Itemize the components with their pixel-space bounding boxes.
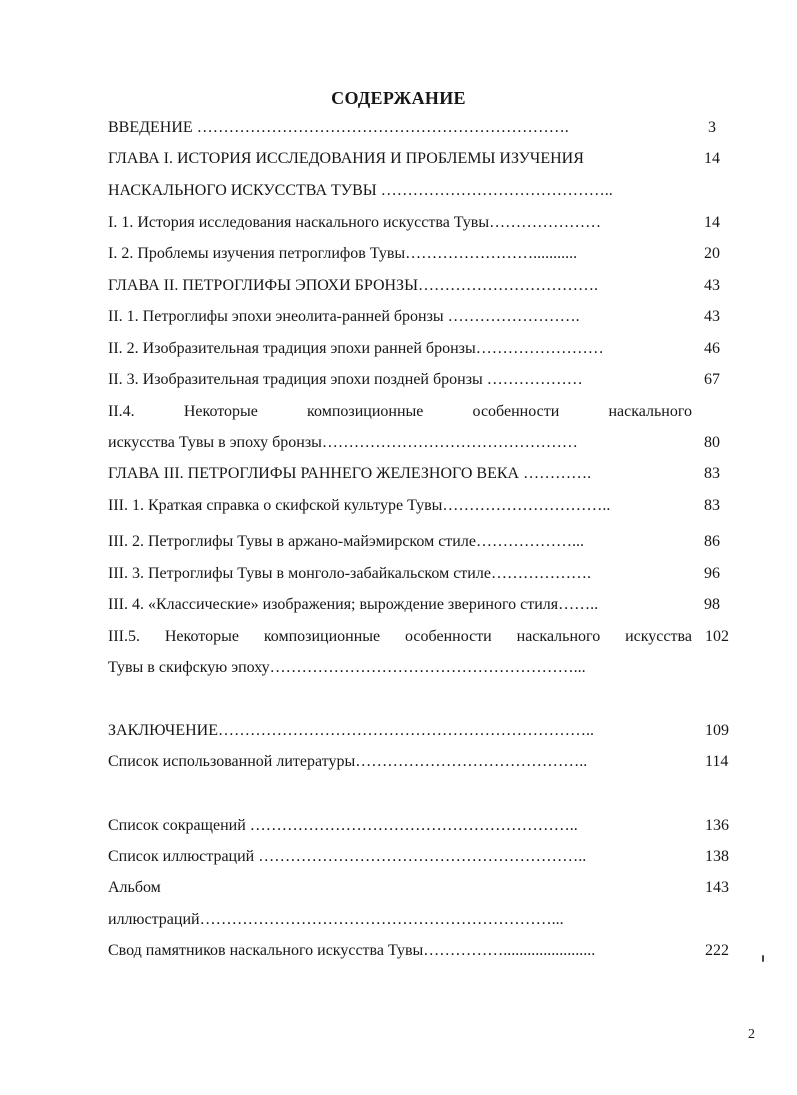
toc-entry-section-2-1: II. 1. Петроглифы эпохи энеолита-ранней бронзы ……………………. <box>108 308 580 325</box>
toc-entry-album: Альбом <box>108 879 161 896</box>
toc-entry-section-1-1: I. 1. История исследования наскального искусства Тувы………………… <box>108 214 602 231</box>
toc-word: Некоторые <box>164 628 239 645</box>
toc-page-number: 43 <box>704 308 720 325</box>
toc-page-number: 109 <box>705 722 729 739</box>
toc-page-number: 102 <box>705 628 729 645</box>
toc-word: наскального <box>608 403 692 420</box>
toc-word: II.4. <box>108 403 135 420</box>
toc-entry-album-cont: иллюстраций…………………………………………………………... <box>108 911 564 928</box>
toc-entry-section-1-2: I. 2. Проблемы изучения петроглифов Тувы……………………........... <box>108 245 578 262</box>
toc-word: композиционные <box>307 403 424 420</box>
toc-page-number: 86 <box>704 533 720 550</box>
toc-entry-chapter-2: ГЛАВА II. ПЕТРОГЛИФЫ ЭПОХИ БРОНЗЫ……………………………. <box>108 277 599 294</box>
toc-page-number: 136 <box>705 817 729 834</box>
toc-page-number: 80 <box>704 434 720 451</box>
toc-word: Некоторые <box>183 403 258 420</box>
toc-page-number: 3 <box>708 119 716 136</box>
toc-word: композиционные <box>263 628 381 645</box>
toc-page-number: 14 <box>704 214 720 231</box>
toc-page-number: 67 <box>704 371 720 388</box>
toc-word: искусства <box>625 628 692 645</box>
toc-word: III.5. <box>108 628 140 645</box>
scan-speck <box>762 955 764 962</box>
toc-page-number: 114 <box>705 753 729 770</box>
toc-page-number: 43 <box>704 277 720 294</box>
toc-entry-illustrations-list: Список иллюстраций …………………………………………………….. <box>108 848 587 865</box>
toc-entry-bibliography: Список использованной литературы…………………………………….. <box>108 753 588 770</box>
toc-entry-section-3-1: III. 1. Краткая справка о скифской культуре Тувы………………………….. <box>108 497 611 514</box>
toc-entry-section-3-4: III. 4. «Классические» изображения; вырождение звериного стиля…….. <box>108 596 599 613</box>
toc-entry-monument-catalog: Свод памятников наскального искусства Тувы……………....................... <box>108 942 596 959</box>
toc-entry-introduction: ВВЕДЕНИЕ ……………………………………………………………. <box>108 119 569 136</box>
toc-entry-section-3-5-cont: Тувы в скифскую эпоху…………………………………………………... <box>108 659 586 676</box>
toc-word: наскального <box>516 628 601 645</box>
toc-entry-section-3-3: III. 3. Петроглифы Тувы в монголо-забайкальском стиле………………. <box>108 565 591 582</box>
toc-page-number: 96 <box>704 565 720 582</box>
toc-entry-conclusion: ЗАКЛЮЧЕНИЕ…………………………………………………………….. <box>108 722 594 739</box>
toc-entry-section-3-5 <box>108 627 692 647</box>
toc-page-number: 20 <box>704 245 720 262</box>
toc-page-number: 138 <box>705 848 729 865</box>
toc-page-number: 222 <box>705 942 729 959</box>
toc-entry-chapter-1: ГЛАВА I. ИСТОРИЯ ИССЛЕДОВАНИЯ И ПРОБЛЕМЫ ИЗУЧЕНИЯ <box>108 150 584 167</box>
toc-entry-section-2-4-cont: искусства Тувы в эпоху бронзы………………………………………… <box>108 434 578 451</box>
toc-entry-section-3-2: III. 2. Петроглифы Тувы в аржано-майэмирском стиле………………... <box>108 533 584 550</box>
toc-entry-section-2-3: II. 3. Изобразительная традиция эпохи поздней бронзы ……………… <box>108 371 583 388</box>
toc-page-number: 143 <box>705 879 729 896</box>
toc-page-number: 98 <box>704 596 720 613</box>
toc-entry-chapter-1-cont: НАСКАЛЬНОГО ИСКУССТВА ТУВЫ …………………………………….. <box>108 182 613 199</box>
toc-word: особенности <box>472 403 560 420</box>
page-number: 2 <box>748 1027 755 1042</box>
toc-entry-abbreviations: Список сокращений …………………………………………………….. <box>108 817 578 834</box>
toc-page-number: 14 <box>704 150 720 167</box>
toc-entry-chapter-3: ГЛАВА III. ПЕТРОГЛИФЫ РАННЕГО ЖЕЛЕЗНОГО ВЕКА …………. <box>108 465 592 482</box>
toc-entry-section-2-4 <box>108 402 692 422</box>
toc-entry-section-2-2: II. 2. Изобразительная традиция эпохи ранней бронзы…………………… <box>108 340 604 357</box>
page-title: СОДЕРЖАНИЕ <box>331 88 466 108</box>
toc-page-number: 83 <box>704 497 720 514</box>
toc-page-number: 83 <box>704 465 720 482</box>
toc-word: особенности <box>405 628 492 645</box>
toc-page-number: 46 <box>704 340 720 357</box>
